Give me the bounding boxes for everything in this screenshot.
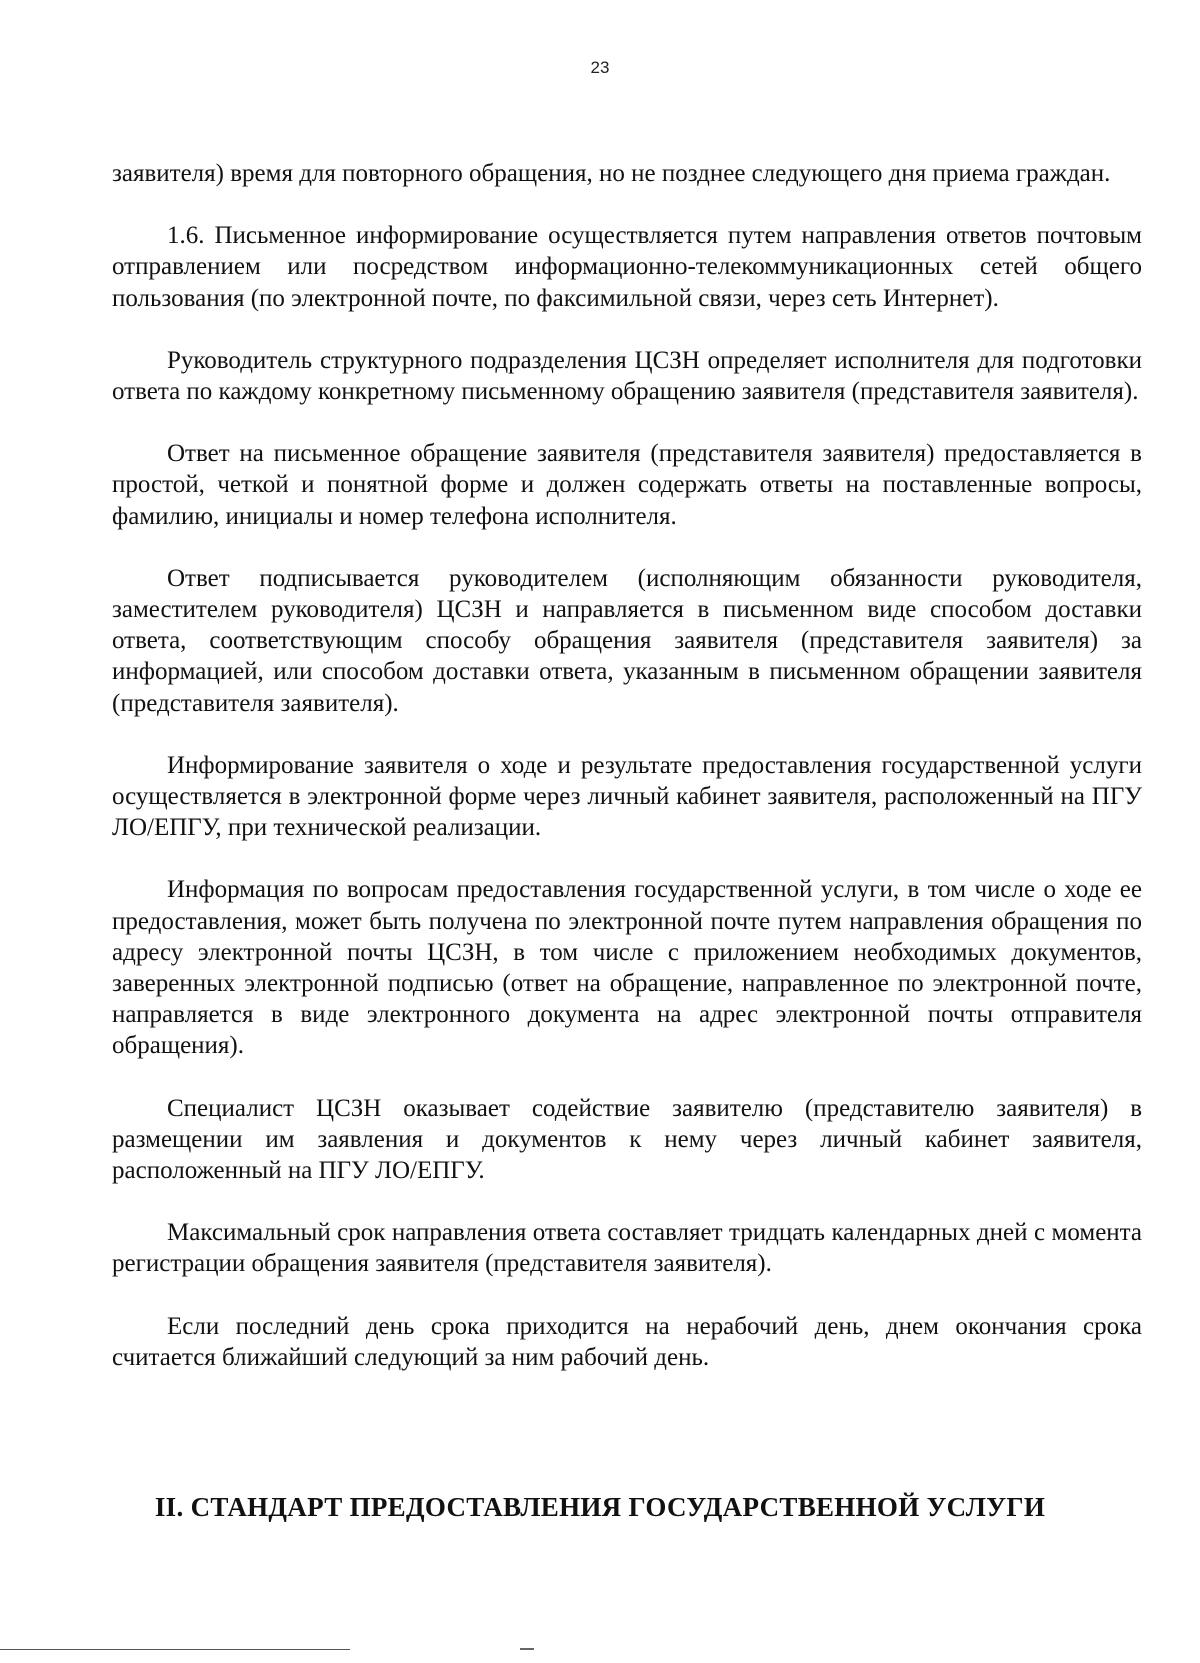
paragraph-executor-assignment: Руководитель структурного подразделения ЦСЗН определяет исполнителя для подготовки ответа по каждому конкретному письменному обращению заявителя (представителя заявителя).	[112, 346, 1142, 406]
paragraph-answer-signing: Ответ подписывается руководителем (исполняющим обязанности руководителя, заместителем руководителя) ЦСЗН и направляется в письменном виде способом доставки ответа, соответствующим способу обращения заявителя (представителя заявителя) за информацией, или способом доставки ответа, указанным в письменном обращении заявителя (представителя заявителя).	[112, 564, 1142, 717]
scan-bottom-edge	[0, 1642, 1200, 1663]
scan-edge-line	[0, 1649, 350, 1650]
paragraph-specialist-assistance: Специалист ЦСЗН оказывает содействие заявителю (представителю заявителя) в размещении им заявления и документов к нему через личный кабинет заявителя, расположенный на ПГУ ЛО/ЕПГУ.	[112, 1094, 1142, 1185]
document-body	[112, 158, 1142, 1404]
section-heading: II. СТАНДАРТ ПРЕДОСТАВЛЕНИЯ ГОСУДАРСТВЕННОЙ УСЛУГИ	[154, 1492, 1046, 1522]
paragraph-nonworking-day: Если последний день срока приходится на нерабочий день, днем окончания срока считается ближайший следующий за ним рабочий день.	[112, 1312, 1142, 1371]
paragraph-written-informing: 1.6. Письменное информирование осуществляется путем направления ответов почтовым отправлением или посредством информационно-телекоммуникационных сетей общего пользования (по электронной почте, по факсимильной связи, через сеть Интернет).	[112, 222, 1142, 312]
paragraph-max-response-term: Максимальный срок направления ответа составляет тридцать календарных дней с момента регистрации обращения заявителя (представителя заявителя).	[112, 1219, 1142, 1278]
paragraph-continuation: заявителя) время для повторного обращения, но не позднее следующего дня приема граждан.	[112, 160, 1111, 187]
paragraph-email-information: Информация по вопросам предоставления государственной услуги, в том числе о ходе ее предоставления, может быть получена по электронной почте путем направления обращения по адресу электронной почты ЦСЗН, в том числе с приложением необходимых документов, заверенных электронной подписью (ответ на обращение, направленное по электронной почте, направляется в виде электронного документа на адрес электронной почты отправителя обращения).	[112, 876, 1142, 1060]
scan-edge-mark	[520, 1648, 534, 1650]
paragraph-answer-form: Ответ на письменное обращение заявителя (представителя заявителя) предоставляется в простой, четкой и понятной форме и должен содержать ответы на поставленные вопросы, фамилию, инициалы и номер телефона исполнителя.	[112, 440, 1142, 530]
page-number: 23	[590, 58, 610, 77]
paragraph-electronic-informing: Информирование заявителя о ходе и результате предоставления государственной услуги осуществляется в электронной форме через личный кабинет заявителя, расположенный на ПГУ ЛО/ЕПГУ, при технической реализации.	[112, 751, 1142, 842]
